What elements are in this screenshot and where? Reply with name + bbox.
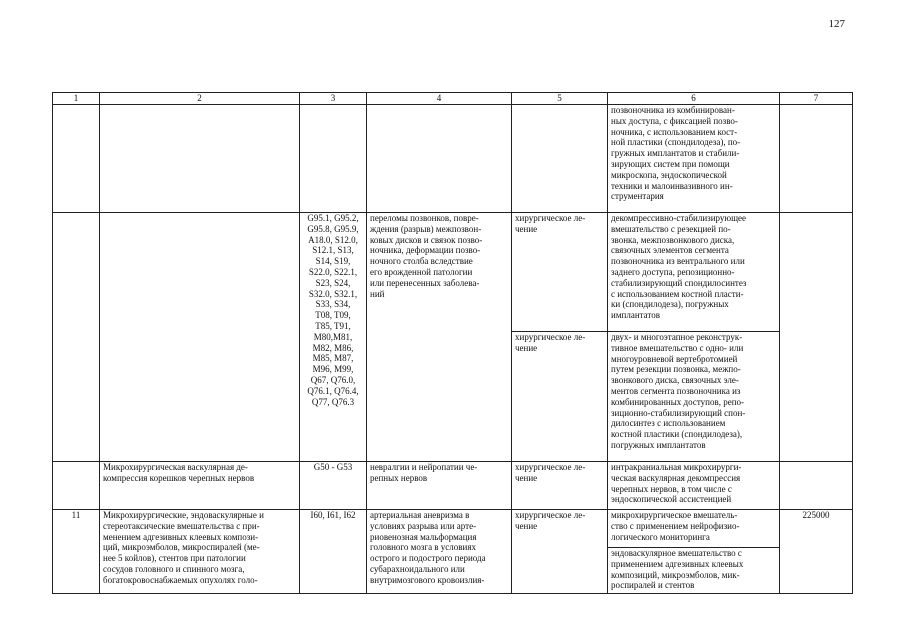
treatment-type-cell: хирургическое ле- чение [512, 462, 608, 510]
treatment-type-cell: хирургическое ле- чение [512, 332, 608, 462]
treatment-type-cell: хирургическое ле- чение [512, 213, 608, 332]
care-type-cell [100, 213, 300, 462]
icd-code-cell: G50 - G53 [300, 462, 367, 510]
treatment-type-cell [512, 105, 608, 213]
method-cell: декомпрессивно-стабилизирующее вмешательство с резекцией по- звонка, межпозвонкового диска, связочных элементов сегмента позвоночника из вентрального или заднего доступа, репозиционно- стабилизирующий спондилосинтез с использованием костной пласти- ки (спондилодеза), погружных имплантатов [608, 213, 780, 332]
icd-code-cell [300, 105, 367, 213]
cost-cell [780, 213, 853, 462]
method-cell: интракраниальная микрохирурги- ческая васкулярная декомпрессия черепных нервов, в том числе с эндоскопической ассистенцией [608, 462, 780, 510]
header-cell: 5 [512, 93, 608, 105]
table-row [53, 462, 853, 510]
care-type-cell [100, 105, 300, 213]
care-type-cell: Микрохирургическая васкулярная де- компрессия корешков черепных нервов [100, 462, 300, 510]
table-row [53, 213, 853, 332]
row-number-cell [53, 462, 100, 510]
header-row [53, 93, 853, 105]
cost-cell [780, 105, 853, 213]
diagnosis-cell: артериальная аневризма в условиях разрыва или арте- риовенозная мальформация головного мозга в условиях острого и подострого периода субарахноидального или внутримозгового кровоизлия- [367, 510, 512, 594]
method-cell: микрохирургическое вмешатель- ство с применением нейрофизио- логического мониторинга [608, 510, 780, 548]
icd-code-cell: I60, I61, I62 [300, 510, 367, 594]
header-cell: 7 [780, 93, 853, 105]
row-number-cell [53, 213, 100, 462]
table-row [53, 510, 853, 548]
table-row [53, 105, 853, 213]
method-cell: эндоваскулярное вмешательство с применением адгезивных клеевых композиций, микроэмболов, мик- роспиралей и стентов [608, 548, 780, 594]
header-cell: 4 [367, 93, 512, 105]
treatment-type-cell: хирургическое ле- чение [512, 510, 608, 594]
page-number: 127 [828, 18, 845, 30]
header-cell: 6 [608, 93, 780, 105]
row-number-cell: 11 [53, 510, 100, 594]
icd-code-cell: G95.1, G95.2, G95.8, G95.9, A18.0, S12.0, S12.1, S13, S14, S19, S22.0, S22.1, S23, S24, S32.0, S32.1, S33, S34, T08, T09, T85, T91, M80,M81, M82, M86, M85, M87, M96, M99, Q67, Q76.0, Q76.1, Q76.4, Q77, Q76.3 [300, 213, 367, 462]
method-cell: двух- и многоэтапное реконструк- тивное вмешательство с одно- или многоуровневой вертебротомией путем резекции позвонка, межпо- звонкового диска, связочных эле- ментов сегмента позвоночника из комбинированных доступов, репо- зиционно-стабилизирующий спон- дилосинтез с использованием костной пластики (спондилодеза), погружных имплантатов [608, 332, 780, 462]
cost-cell: 225000 [780, 510, 853, 594]
diagnosis-cell: переломы позвонков, повре- ждения (разрыв) межпозвон- ковых дисков и связок позво- ночника, деформации позво- ночного столба вследствие его врожденной патологии или перенесенных заболева- ний [367, 213, 512, 462]
diagnosis-cell [367, 105, 512, 213]
header-cell: 1 [53, 93, 100, 105]
row-number-cell [53, 105, 100, 213]
header-cell: 2 [100, 93, 300, 105]
medical-procedures-table [52, 92, 853, 594]
diagnosis-cell: невралгии и нейропатии че- репных нервов [367, 462, 512, 510]
cost-cell [780, 462, 853, 510]
method-cell: позвоночника из комбинирован- ных доступа, с фиксацией позво- ночника, с использованием кост- ной пластики (спондилодеза), по- гружных имплантатов и стабили- зирующих систем при помощи микроскопа, эндоскопической техники и малоинвазивного ин- струментария [608, 105, 780, 213]
header-cell: 3 [300, 93, 367, 105]
care-type-cell: Микрохирургические, эндоваскулярные и стереотаксические вмешательства с при- менением адгезивных клеевых компози- ций, микроэмболов, микроспиралей (ме- нее 5 койлов), стентов при патологии сосудов головного и спинного мозга, богатокровоснабжаемых опухолях голо- [100, 510, 300, 594]
